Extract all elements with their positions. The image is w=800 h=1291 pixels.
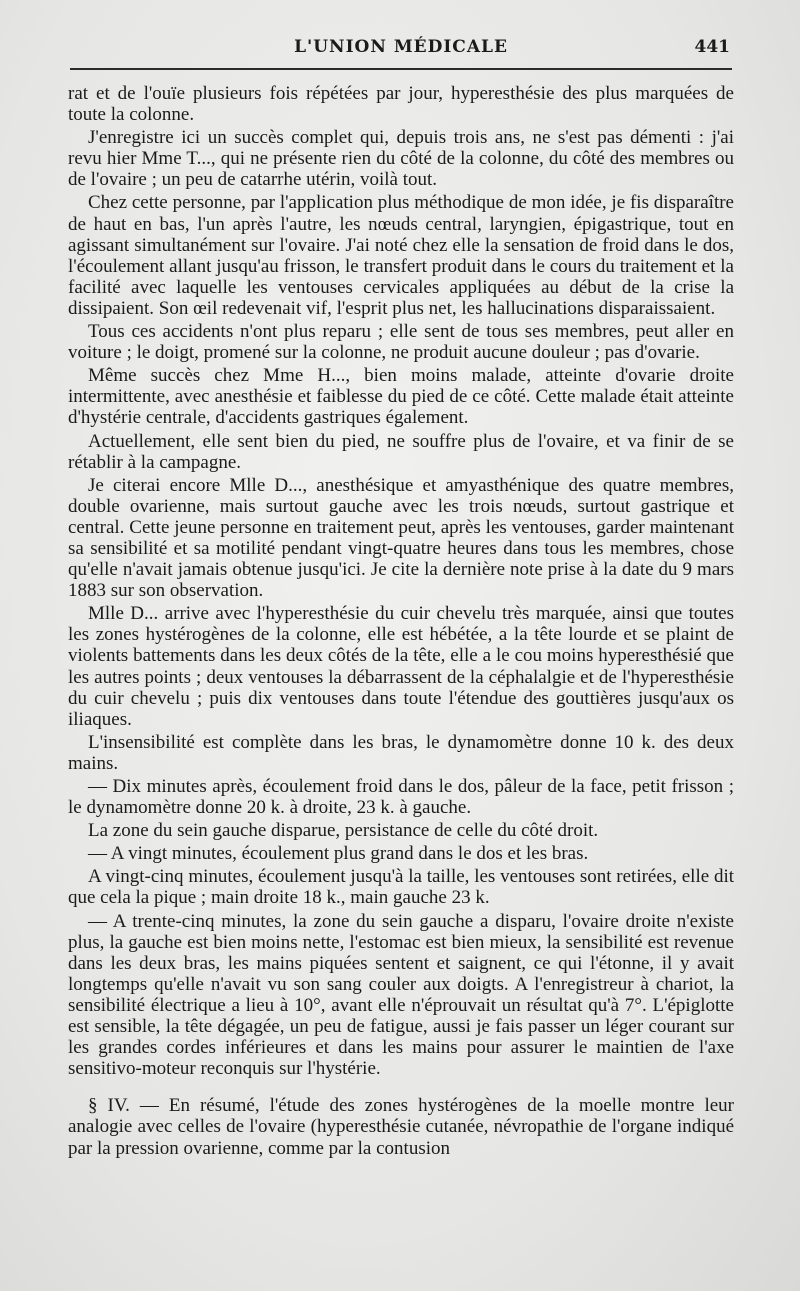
- body-text: [68, 83, 734, 1161]
- paragraph: Chez cette personne, par l'application plus méthodique de mon idée, je fis disparaître de haut en bas, l'un après l'autre, les nœuds central, laryngien, épigastrique, tout en agissant simultanément sur l'ovaire. J'ai noté chez elle la sensation de froid dans le dos, l'écoulement allant jusqu'au frisson, le transfert produit dans le cours du traitement et la facilité avec laquelle les ventouses cervicales appliquées au début de la crise la dissipaient. Son œil redevenait vif, l'esprit plus net, les hallucinations disparaissaient.: [68, 192, 734, 319]
- section-paragraph: § IV. — En résumé, l'étude des zones hystérogènes de la moelle montre leur analogie avec celles de l'ovaire (hyperesthésie cutanée, névropathie de l'organe indiqué par la pression ovarienne, comme par la contusion: [68, 1095, 734, 1159]
- paragraph: A vingt-cinq minutes, écoulement jusqu'à la taille, les ventouses sont retirées, elle dit que cela la pique ; main droite 18 k., main gauche 23 k.: [68, 866, 734, 909]
- header-rule: [70, 68, 732, 70]
- paragraph: Mlle D... arrive avec l'hyperesthésie du cuir chevelu très marquée, ainsi que toutes les zones hystérogènes de la colonne, elle est hébétée, a la tête lourde et se plaint de violents battements dans les deux côtés de la tête, elle a le cou moins hyperesthésié que les autres points ; deux ventouses la débarrassent de la céphalalgie et de l'hyperesthésie du cuir chevelu ; puis dix ventouses dans toute l'étendue des gouttières jusqu'aux os iliaques.: [68, 603, 734, 730]
- paragraph: — Dix minutes après, écoulement froid dans le dos, pâleur de la face, petit frisson ; le dynamomètre donne 20 k. à droite, 23 k. à gauche.: [68, 776, 734, 819]
- paragraph: L'insensibilité est complète dans les bras, le dynamomètre donne 10 k. des deux mains.: [68, 731, 734, 774]
- page-header: [70, 33, 732, 61]
- paragraph: La zone du sein gauche disparue, persistance de celle du côté droit.: [88, 820, 599, 842]
- paragraph: rat et de l'ouïe plusieurs fois répétées par jour, hyperesthésie des plus marquées de toute la colonne.: [68, 83, 734, 126]
- paragraph: — A trente-cinq minutes, la zone du sein gauche a disparu, l'ovaire droite n'existe plus, la gauche est bien moins nette, l'estomac est bien mieux, la sensibilité est revenue dans les deux bras, les mains piquées sentent et saignent, ce qui l'étonne, il y avait longtemps qu'elle n'avait vu son sang couler aux doigts. A l'enregistreur à chariot, la sensibilité électrique a lieu à 10°, avant elle n'éprouvait un résultat qu'à 7°. L'épiglotte est sensible, la tête dégagée, un peu de fatigue, aussi je fais passer un léger courant sur les grandes cordes inférieures et dans les mains pour assurer le maintien de l'axe sensitivo-moteur reconquis sur l'hystérie.: [68, 910, 734, 1080]
- page-number: 441: [694, 37, 730, 57]
- running-title: L'UNION MÉDICALE: [294, 37, 508, 57]
- paragraph: Actuellement, elle sent bien du pied, ne souffre plus de l'ovaire, et va finir de se rétablir à la campagne.: [68, 430, 734, 473]
- paragraph: Même succès chez Mme H..., bien moins malade, atteinte d'ovarie droite intermittente, avec anesthésie et faiblesse du pied de ce côté. Cette malade était atteinte d'hystérie centrale, d'accidents gastriques également.: [68, 365, 734, 429]
- paragraph: — A vingt minutes, écoulement plus grand dans le dos et les bras.: [88, 843, 589, 865]
- paragraph: Tous ces accidents n'ont plus reparu ; elle sent de tous ses membres, peut aller en voiture ; le doigt, promené sur la colonne, ne produit aucune douleur ; pas d'ovarie.: [68, 321, 734, 364]
- paragraph: Je citerai encore Mlle D..., anesthésique et amyasthénique des quatre membres, double ovarienne, mais surtout gauche avec les trois nœuds, surtout gastrique et central. Cette jeune personne en traitement peut, après les ventouses, garder maintenant sa sensibilité et sa motilité pendant vingt-quatre heures dans tous les membres, chose qu'elle n'avait jamais obtenue jusqu'ici. Je cite la dernière note prise à la date du 9 mars 1883 sur son observation.: [68, 474, 734, 602]
- paragraph: J'enregistre ici un succès complet qui, depuis trois ans, ne s'est pas démenti : j'ai revu hier Mme T..., qui ne présente rien du côté de la colonne, du côté des membres ou de l'ovaire ; un peu de catarrhe utérin, voilà tout.: [68, 127, 734, 191]
